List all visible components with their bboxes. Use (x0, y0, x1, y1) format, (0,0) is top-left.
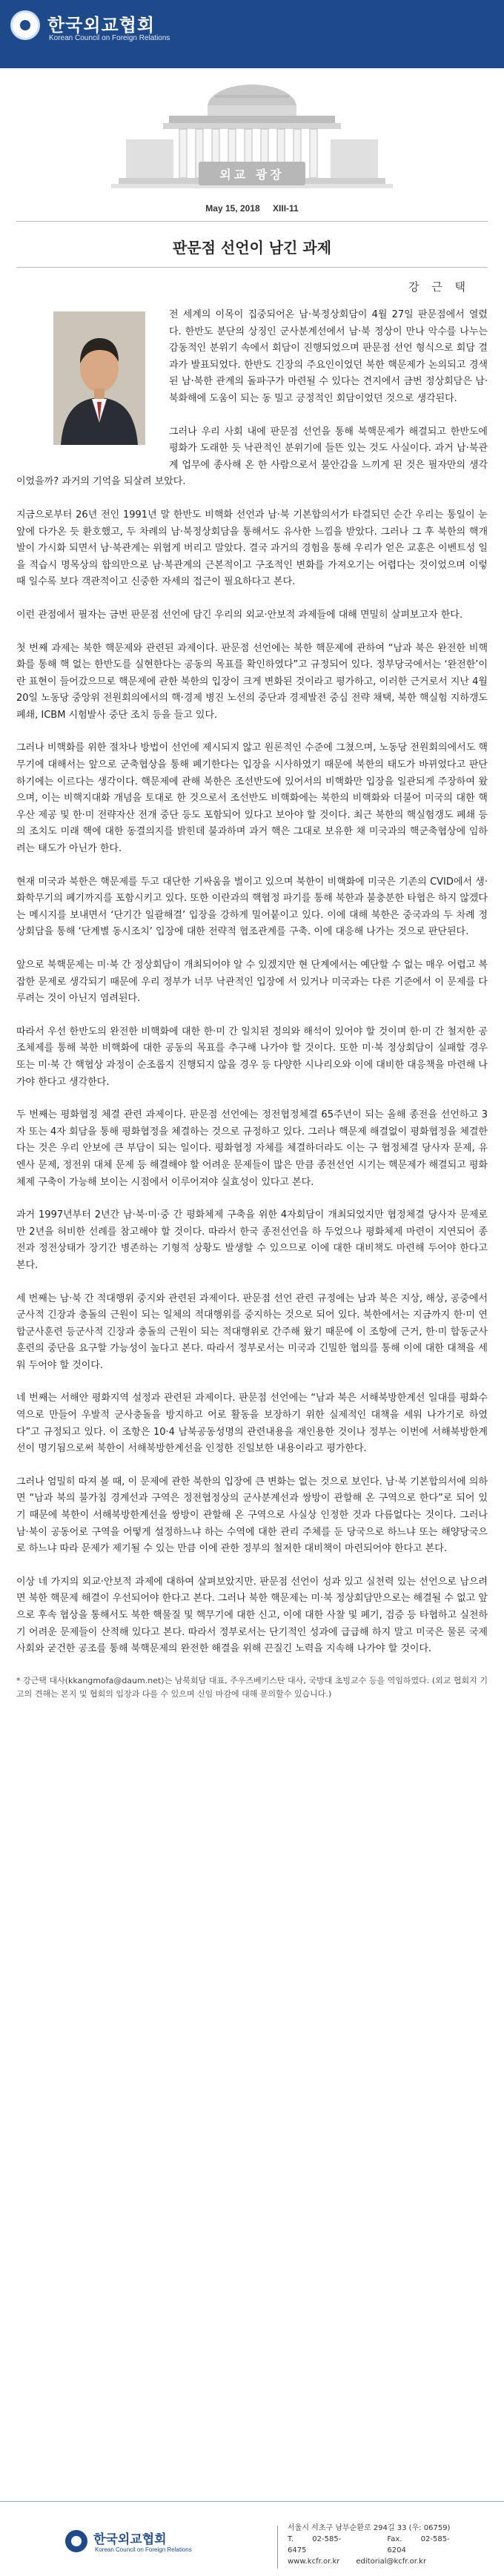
article-body (16, 307, 488, 1717)
footer-fax: 02-585-6204 (387, 2535, 450, 2554)
article-paragraph: 지금으로부터 26년 전인 1991년 말 한반도 비핵화 선언과 남·북 기본합의서가 타결되던 순간 우리는 통일이 눈앞에 다가온 듯 환호했고, 두 차례의 남·북정상회담을 통해서도 유사한 느낌을 받았다. 그러나 그 후 북한의 핵개발이 가시화 되면서 남·북관계는 위협게 버리고 말았다. 결국 과거의 경험을 통해 우리가 얻은 교훈은 이벤트성 일을 적습시 명목상의 합의만으로 남·북관계의 근본적이고 구조적인 변화를 가져오기는 어렵다는 것이었으며 이렇 때 일수록 보다 객관적이고 신중한 자세의 접근이 필요하다고 본다. (16, 509, 488, 588)
article-paragraph: 두 번째는 평화협정 체결 관련 과제이다. 판문점 선언에는 정전협정체결 65주년이 되는 올해 종전을 선언하고 3자 또는 4자 회담을 통해 평화협정을 체결하는 것으로 규정하고 있다. 그러나 핵문제 해결없이 평화협정을 체결한다는 것은 우리 안보에 큰 부담이 되는 일이다. 평화협정 자체를 체결하더라도 이는 구 협정체결 당사자 문제, 유엔사 문제, 정전위 대체 문제 등 해결해야 할 어려운 문제들이 많은 만큼 종전선언 시기는 핵문제가 해결되고 평화체제 구축이 가능해 보이는 시점에서 이루어져야 실효성이 있다고 본다. (16, 1109, 488, 1188)
issue-line (0, 203, 504, 214)
footer-website-link[interactable]: www.kcfr.or.kr (288, 2557, 340, 2566)
fax-label: Fax. (387, 2535, 402, 2543)
article-paragraph: 네 번째는 서해안 평화지역 설정과 관련된 과제이다. 판문점 선언에는 “남과 북은 서해북방한계선 일대를 평화수역으로 만들어 우발적 군사충돌을 방지하고 어로 활동을 보장하기 위한 실제적인 대책을 세워 나가기로 하였다”고 규정되고 있다. 이 조항은 10·4 남북공동성명의 관련내용을 재인용한 것이나 정부는 이번에 서해북방한계선이 명기됨으로써 북한이 서해북방한계선을 인정한 진일보한 내용이라고 평가한다. (16, 1393, 488, 1455)
footer-separator (277, 2526, 278, 2569)
footer-email-link[interactable]: editorial@kcfr.or.kr (356, 2557, 427, 2566)
footer-phone-row (288, 2534, 495, 2556)
issue-volume: XIII-11 (273, 203, 299, 214)
title-divider (16, 267, 488, 268)
footer-logo-icon (65, 2530, 87, 2552)
tel-label: T. (288, 2535, 294, 2543)
photo-spacer (16, 307, 169, 463)
footer-tel: 02-585-6475 (288, 2535, 342, 2554)
article-paragraph: 세 번째는 남·북 간 적대행위 중지와 관련된 과제이다. 판문점 선언 관련 규정에는 남과 북은 지상, 해상, 공중에서 군사적 긴장과 충돌의 근원이 되는 일체의 적대행위를 중지하는 것으로 되어 있다. 북한에서는 지금까지 한·미 연합군사훈련 등군사적 긴장과 충돌의 근원이 되는 적대행위로 간주해 왔기 때문에 이 조항에 근거, 한·미 합동군사훈련의 중단을 요구할 가능성이 높다고 본다. 따라서 정부로서는 미국과 긴밀한 협의를 통해 이에 대한 대책을 세워 두어야 할 것이다. (16, 1292, 488, 1371)
issue-date: May 15, 2018 (205, 203, 260, 214)
article-paragraph: 첫 번째 과제는 북한 핵문제와 관련된 과제이다. 판문점 선언에는 북한 핵문제에 관하여 “남과 북은 완전한 비핵화를 통해 핵 없는 한반도를 실현한다는 공동의 목표를 확인하였다”고 규정되어 있다. 정부당국에서는 ‘완전한’이란 표현이 들어갔으므로 핵문제에 관한 북한의 입장이 크게 변화된 것이라고 평가하고, 이러한 근거로서 지난 4월 20일 노동당 중앙위 전원회의에서의 핵·경제 병진 노선의 중단과 경제발전 중심 전략 채택, 북한 핵실험 지하갱도 폐쇄, ICBM 시험발사 중단 조치 등을 들고 있다. (16, 642, 488, 721)
footer-org-name-ko: 한국외교협회 (93, 2532, 167, 2547)
article-paragraph: 따라서 우선 한반도의 완전한 비핵화에 대한 한·미 간 일치된 정의와 해석이 있어야 할 것이며 한·미 간 철저한 공조체제를 통해 북한 비핵화에 대한 공동의 목표를 추구해 나가야 할 것이다. 또한 미·북 정상회담이 실패할 경우 또는 미·북 간 핵협상 과정이 순조롭지 진행되지 않을 경우 등 다양한 시나리오와 이에 대비한 대응책을 마련해 나가야 한다고 생각한다. (16, 1026, 488, 1088)
section-banner (199, 162, 305, 185)
article-paragraph: 과거 1997년부터 2년간 남·북·미·중 간 평화체제 구축을 위한 4자회담이 개최되었지만 협정체결 당사자 문제로만 2년을 허비한 선례를 참고해야 할 것이다. 따라서 한국 종전선언을 하 두었으나 평화체제 마련이 지연되어 종전과 정전상태가 장기간 병존하는 기형적 상황도 발생할 수 있으므로 이에 대한 대비책도 마련해 두어야 한다고 본다. (16, 1209, 488, 1271)
article-paragraph: 현재 미국과 북한은 핵문제를 두고 대단한 기싸움을 벌이고 있으며 북한이 비핵화에 미국은 기존의 CVID에서 생·화학무기의 폐기까지를 포함시키고 있다. 또한 이란과의 핵협정 파기를 통해 북한과 불충분한 타협은 하지 않겠다는 메시지를 보내면서 ‘단기간 일괄해결’ 입장을 강하게 밀어붙이고 있다. 이에 대해 북한은 중국과의 두 차례 정상회담을 통해 ‘단계별 동시조치’ 입장에 대한 전략적 협조관계를 구축. 이에 대응해 나가는 것으로 판단된다. (16, 876, 488, 938)
article-paragraph: 그러나 비핵화를 위한 절차나 방법이 선언에 제시되지 않고 원론적인 수준에 그쳤으며, 노동당 전원회의에서도 핵무기에 대해서는 앞으로 군축협상을 통해 폐기한다는 입장을 시사하였기 때문에 북한의 태도가 바뀌었다고 판단하기에는 이르다는 생각이다. 핵문제에 관해 북한은 조선반도에 있어서의 비핵화만 입장을 일관되게 주장하여 왔으며, 이는 비핵지대화 개념을 토대로 한 것으로서 조선반도 비핵화에는 북한의 비핵화와 더불어 미국의 대한 핵우산 제공 및 한·미 전략자산 전개 중단 등도 포함되어 있다고 보아야 할 것이다. 최근 북한의 핵실험갱도 폐쇄 등의 조치도 미래 핵에 대한 동결의지를 밝힌데 불과하며 과거 핵은 그대로 보유한 채 미국과의 핵군축협상에 임하려는 태도가 아닌가 한다. (16, 742, 488, 855)
footer (0, 2501, 504, 2576)
article-paragraph: 이런 관점에서 필자는 금번 판문점 선언에 담긴 우리의 외교·안보적 과제들에 대해 면밀히 살펴보고자 한다. (16, 609, 462, 621)
section-banner-label: 외교 광장 (219, 167, 285, 182)
article-paragraph: 전 세계의 이목이 집중되어온 남·북정상회담이 4월 27일 판문점에서 열렸다. 한반도 분단의 상징인 군사분계선에서 남·북 정상이 만나 악수를 나누는 감동적인 분위기 속에서 회담이 진행되었으며 판문점 선언 형식으로 회담 결과가 발표되었다. 한반도 긴장의 주요인이었던 북한 핵문제가 논의되고 경색된 남·북한 관계의 돌파구가 마련될 수 있다는 견지에서 금번 정상회담은 남·북화해에 도움이 되는 동 밀고 긍정적인 회담이었던 것으로 생각된다. (169, 309, 488, 404)
article-title: 판문점 선언이 남긴 과제 (172, 239, 332, 257)
top-divider (16, 221, 488, 222)
article-paragraph: 앞으로 북핵문제는 미·북 간 정상회담이 개최되어야 알 수 있겠지만 현 단계에서는 예단할 수 없는 매우 어렵고 복잡한 문제로 생각되기 때문에 우리 정부가 너무 낙관적인 입장에 서 있거나 미국과는 다른 기준에서 이 문제를 다루려는 것이 아닌지 염려된다. (16, 960, 488, 1005)
footer-contact (288, 2523, 495, 2567)
footer-org-name-en: Korean Council on Foreign Relations (95, 2546, 192, 2553)
masthead (0, 0, 504, 68)
footer-address: 서울시 서초구 남부순환로 294길 33 (우: 06759) (288, 2524, 451, 2532)
article-paragraph: 그러나 우리 사회 내에 판문점 선언을 통해 북핵문제가 해결되고 한반도에 평화가 도래한 듯 낙관적인 분위기에 들뜬 있는 것도 사실이다. 과거 남·북관계 업무에 종사해 온 한 사람으로서 불안감을 느끼게 된 것은 필자만의 생각이었을까? 과거의 기억을 되살려 보았다. (16, 426, 488, 488)
org-name-en: Korean Council on Foreign Relations (49, 34, 170, 42)
article-paragraph: 그러나 엄밀히 따져 볼 때, 이 문제에 관한 북한의 입장에 큰 변화는 없는 것으로 보인다. 남·북 기본합의서에 의하면 “남과 북의 불가침 경계선과 구역은 정전협정상의 군사분계선과 쌍방이 관할해 온 구역으로 한다”로 되어 있기 때문에 북한이 서해북방한계선을 쌍방이 관할해 온 구역으로 사실상 인정한 것과 다름없다는 것이다. 그러나 남·북이 공동어로 구역을 어떻게 설정하느냐 하는 수역에 대한 관리 주체를 둔 당국으로 하느냐 또는 해양당국으로 하느냐 따라 문제가 제기될 수 있는 만큼 이에 관한 정부의 철저한 대비책이 마련되어야 한다고 본다. (16, 1476, 488, 1555)
article-paragraph: 이상 네 가지의 외교·안보적 과제에 대하여 살펴보았지만. 판문점 선언이 성과 있고 실천력 있는 선언으로 남으려면 북한 핵문제 해결이 우선되어야 한다고 본다. 그러나 북한 핵문제는 미·북 정상회담만으로는 해결될 수 없고 앞으로 후속 협상을 통해서도 북한 핵물질 및 핵무기에 대한 신고, 이에 대한 사찰 및 폐기, 검증 등 타협하고 실천하기 어려운 문제들이 산적해 있다고 본다. 따라서 정부로서는 단기적인 성과에 급급해 하지 말고 미국은 물론 국제사회와 굳건한 공조를 통해 북핵문제의 완전한 해결을 위해 끈질긴 노력을 지속해 나가야 할 것이다. (16, 1576, 488, 1655)
footer-web-row (288, 2556, 495, 2567)
author-footnote: * 강근택 대사(kkangmofa@daum.net)는 남북회담 대표, 주우즈베키스탄 대사, 국방대 초빙교수 등을 역임하였다. (외교 협회지 기고의 견해는 본지 및 협회의 입장과 다를 수 있으며 신임 마감에 대해 문의할수 있습니다.) (16, 1675, 488, 1699)
article-author: 강 근 택 (408, 280, 470, 294)
org-name-ko: 한국외교협회 (47, 15, 156, 36)
logo-icon (10, 10, 40, 40)
